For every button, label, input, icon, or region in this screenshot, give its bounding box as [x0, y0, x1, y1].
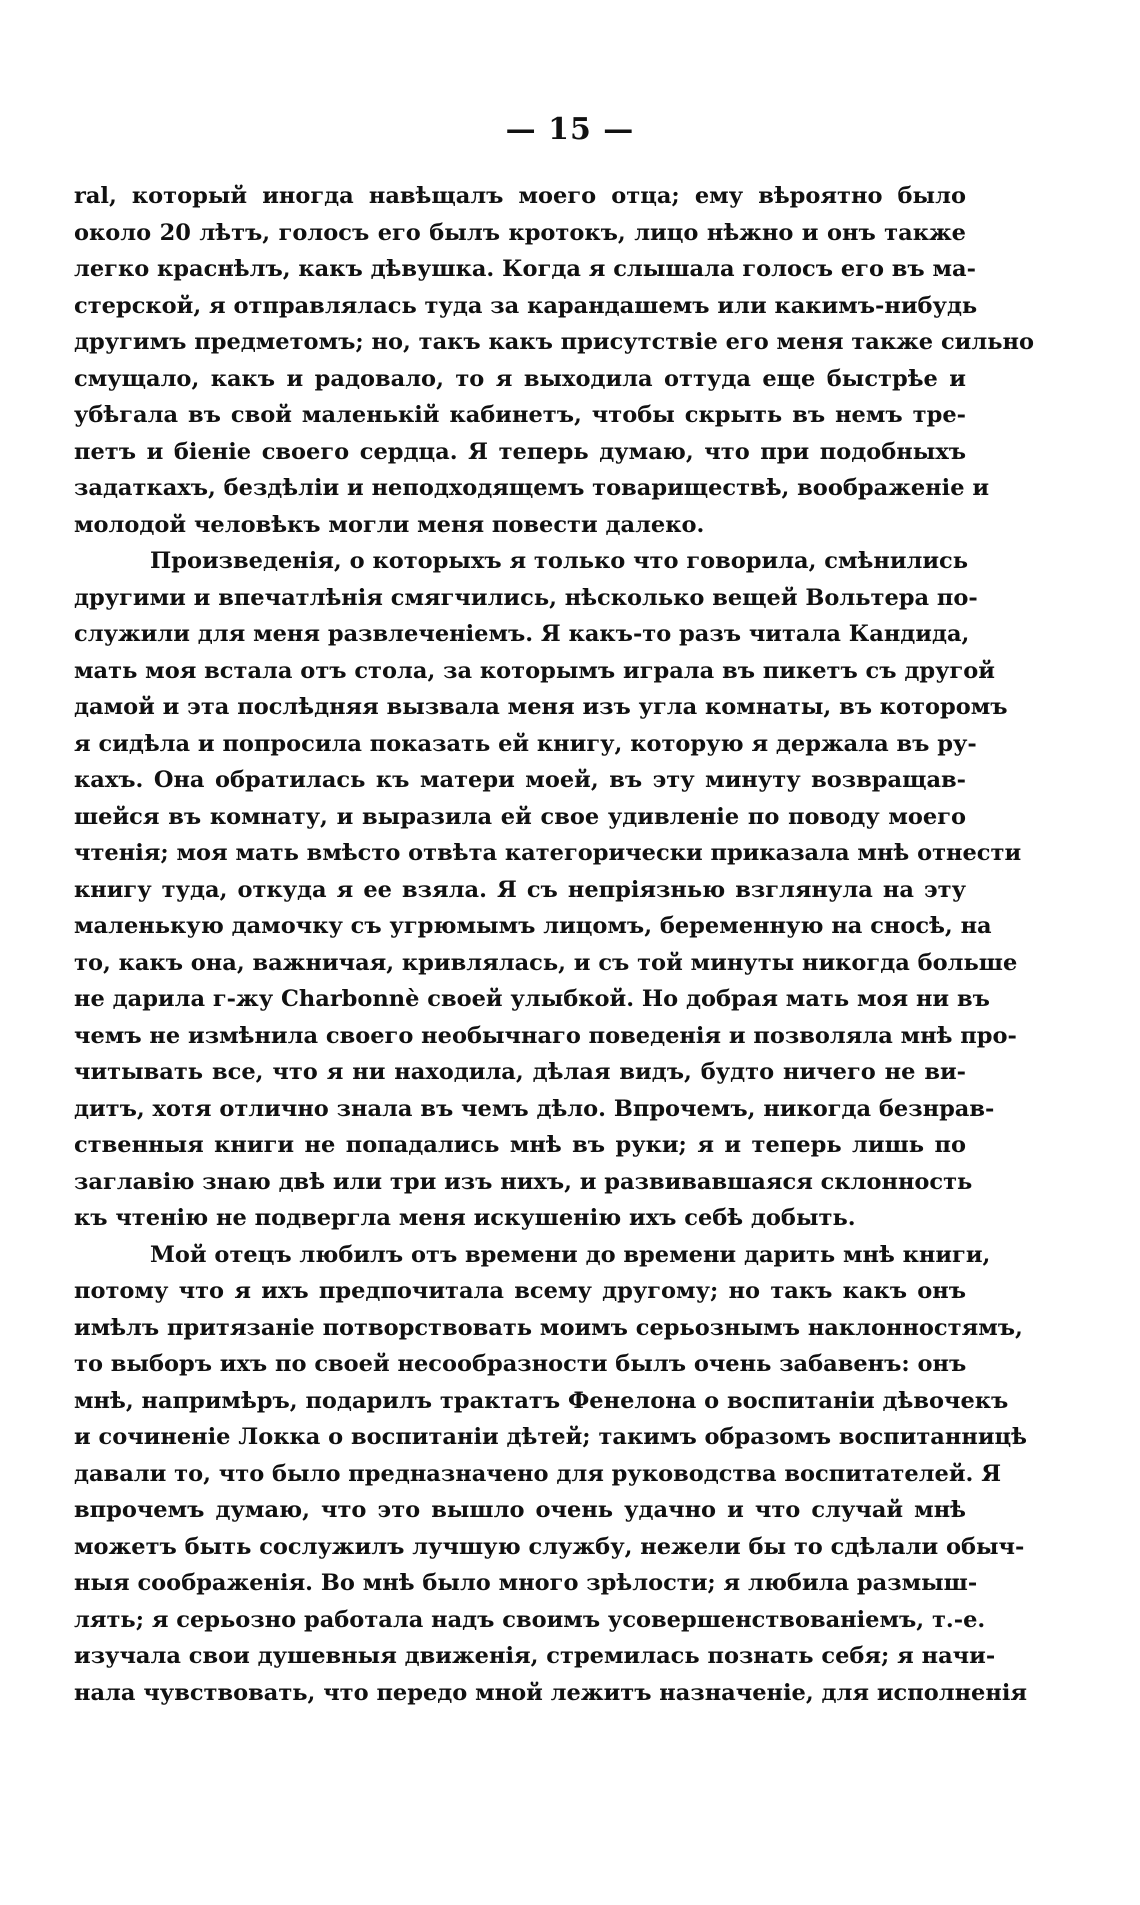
text-line: ныя соображенія. Во мнѣ было много зрѣлости; я любила размыш- — [74, 1570, 978, 1596]
text-line: читывать все, что я ни находила, дѣлая видъ, будто ничего не ви- — [74, 1059, 966, 1085]
paragraph-1 — [74, 178, 1034, 543]
text-line: маленькую дамочку съ угрюмымъ лицомъ, беременную на сносѣ, на — [74, 913, 992, 939]
text-line: впрочемъ думаю, что это вышло очень удачно и что случай мнѣ — [74, 1497, 966, 1523]
text-line: ral, который иногда навѣщалъ моего отца; ему вѣроятно было — [74, 183, 966, 209]
text-line: ственныя книги не попадались мнѣ въ руки; я и теперь лишь по — [74, 1132, 966, 1158]
text-line: Произведенія, о которыхъ я только что говорила, смѣнились — [150, 548, 969, 574]
text-line: книгу туда, откуда я ее взяла. Я съ непріязнью взглянула на эту — [74, 876, 966, 903]
text-line: давали то, что было предназначено для руководства воспитателей. Я — [74, 1460, 1002, 1487]
text-line: мать моя встала отъ стола, за которымъ играла въ пикетъ съ другой — [74, 657, 995, 684]
paragraph-3 — [74, 1237, 1027, 1712]
text-line: служили для меня развлеченіемъ. Я какъ-то разъ читала Кандида, — [74, 621, 970, 647]
text-line: убѣгала въ свой маленькій кабинетъ, чтобы скрыть въ немъ тре- — [74, 402, 966, 428]
text-line: заглавію знаю двѣ или три изъ нихъ, и развивавшаяся склонность — [74, 1168, 973, 1195]
text-line: легко краснѣлъ, какъ дѣвушка. Когда я слышала голосъ его въ ма- — [74, 256, 976, 282]
text-line: нала чувствовать, что передо мной лежитъ назначеніе, для исполненія — [74, 1679, 1027, 1706]
text-line: то, какъ она, важничая, кривлялась, и съ той минуты никогда больше — [74, 949, 1018, 976]
text-line: шейся въ комнату, и выразила ей свое удивленіе по поводу моего — [74, 803, 966, 830]
text-line: кахъ. Она обратилась къ матери моей, въ эту минуту возвращав- — [74, 767, 966, 793]
text-line: дитъ, хотя отлично знала въ чемъ дѣло. Впрочемъ, никогда безнрав- — [74, 1095, 995, 1122]
text-line: потому что я ихъ предпочитала всему другому; но такъ какъ онъ — [74, 1278, 966, 1304]
text-line: петъ и біеніе своего сердца. Я теперь думаю, что при подобныхъ — [74, 438, 966, 465]
page-number: — 15 — — [505, 112, 635, 147]
text-line: къ чтенію не подвергла меня искушенію ихъ себѣ добыть. — [74, 1205, 856, 1231]
text-line: около 20 лѣтъ, голосъ его былъ кротокъ, лицо нѣжно и онъ также — [74, 219, 966, 246]
text-line: смущало, какъ и радовало, то я выходила оттуда еще быстрѣе и — [74, 365, 966, 392]
text-line: то выборъ ихъ по своей несообразности былъ очень забавенъ: онъ — [74, 1351, 967, 1377]
text-line: молодой человѣкъ могли меня повести далеко. — [74, 511, 705, 538]
text-line: Мой отецъ любилъ отъ времени до времени дарить мнѣ книги, — [150, 1241, 991, 1268]
text-line: можетъ быть сослужилъ лучшую службу, нежели бы то сдѣлали обыч- — [74, 1533, 1025, 1560]
paragraph-2 — [74, 543, 1022, 1237]
text-line: стерской, я отправлялась туда за карандашемъ или какимъ-нибудь — [74, 292, 978, 319]
text-line: не дарила г-жу Charbonnè своей улыбкой. Но добрая мать моя ни въ — [74, 986, 990, 1012]
text-line: имѣлъ притязаніе потворствовать моимъ серьознымъ наклонностямъ, — [74, 1314, 1023, 1341]
text-line: мнѣ, напримѣръ, подарилъ трактатъ Фенелона о воспитаніи дѣвочекъ — [74, 1387, 1009, 1414]
text-line: дамой и эта послѣдняя вызвала меня изъ угла комнаты, въ которомъ — [74, 694, 1008, 720]
body-text — [74, 178, 1034, 1711]
text-line: другимъ предметомъ; но, такъ какъ присутствіе его меня также сильно — [74, 329, 1034, 355]
text-line: чтенія; моя мать вмѣсто отвѣта категорически приказала мнѣ отнести — [74, 840, 1022, 866]
text-line: я сидѣла и попросила показать ей книгу, которую я держала въ ру- — [74, 730, 977, 757]
text-line: и сочиненіе Локка о воспитаніи дѣтей; такимъ образомъ воспитанницѣ — [74, 1424, 1027, 1450]
text-line: задаткахъ, бездѣліи и неподходящемъ товариществѣ, воображеніе и — [74, 475, 990, 501]
text-line: чемъ не измѣнила своего необычнаго поведенія и позволяла мнѣ про- — [74, 1022, 1017, 1049]
text-line: изучала свои душевныя движенія, стремилась познать себя; я начи- — [74, 1643, 996, 1669]
text-line: лять; я серьозно работала надъ своимъ усовершенствованіемъ, т.-е. — [74, 1606, 986, 1633]
text-line: другими и впечатлѣнія смягчились, нѣсколько вещей Вольтера по- — [74, 584, 978, 611]
